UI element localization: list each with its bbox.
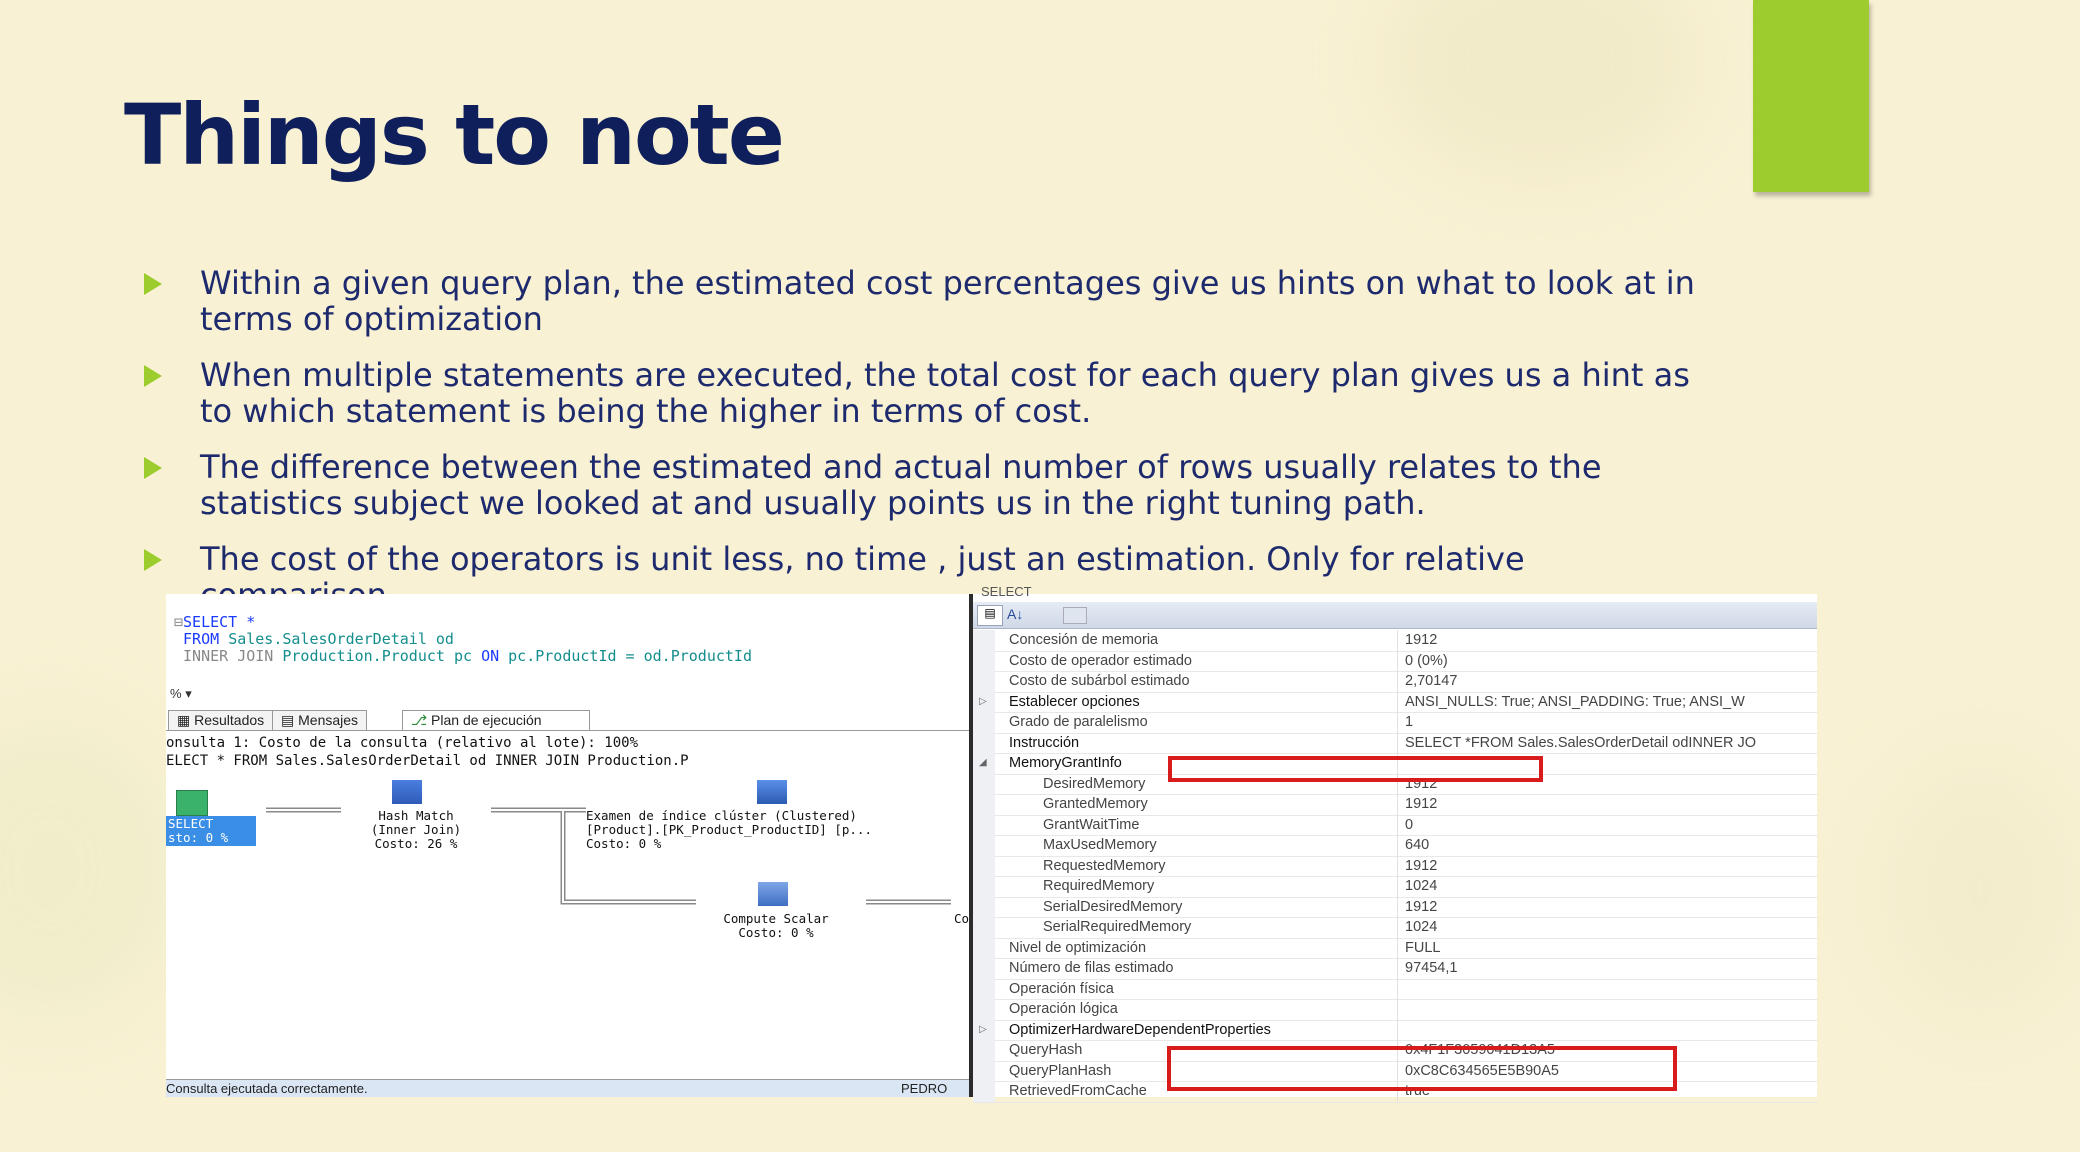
property-row[interactable]: [973, 856, 1817, 878]
collapse-arrow-icon[interactable]: ◢: [979, 757, 987, 768]
property-name: Instrucción: [1009, 734, 1080, 751]
expand-arrow-icon[interactable]: ▷: [979, 1023, 987, 1035]
expand-arrow-icon[interactable]: ▷: [979, 695, 987, 707]
property-name: MaxUsedMemory: [1043, 837, 1157, 853]
chevron-down-icon: ▾: [185, 686, 192, 701]
property-row[interactable]: [973, 671, 1817, 693]
column-separator: [1397, 999, 1398, 1020]
column-separator: [1397, 876, 1398, 897]
accent-bar: [1753, 0, 1869, 192]
tab-resultados[interactable]: [168, 710, 273, 730]
property-name: DesiredMemory: [1043, 775, 1146, 792]
property-name: SerialDesiredMemory: [1043, 898, 1183, 915]
property-name: GrantWaitTime: [1043, 816, 1140, 833]
column-separator: [1397, 979, 1398, 1000]
row-gutter: [973, 1081, 995, 1102]
property-row[interactable]: [973, 651, 1817, 673]
messages-icon: ▤: [281, 712, 299, 728]
column-separator: [1397, 897, 1398, 918]
property-name: Establecer opciones: [1009, 693, 1140, 710]
property-row[interactable]: [973, 999, 1817, 1021]
background-blob: [1880, 760, 2080, 1020]
column-separator: [1397, 938, 1398, 959]
property-name: Costo de subárbol estimado: [1009, 673, 1190, 689]
compute-scalar-label[interactable]: Compute Scalar Costo: 0 %: [723, 911, 829, 940]
column-separator: [1397, 692, 1398, 713]
property-value: 1912: [1405, 898, 1438, 915]
column-separator: [1397, 733, 1398, 754]
property-value: 0 (0%): [1405, 652, 1448, 669]
embedded-screenshot: [166, 584, 1817, 1099]
property-name: QueryPlanHash: [1009, 1062, 1112, 1079]
row-gutter: [973, 979, 995, 1000]
select-operator-icon[interactable]: [176, 790, 208, 816]
sql-select: SELECT *: [183, 613, 256, 631]
row-gutter: [973, 999, 995, 1020]
row-gutter: [973, 774, 995, 795]
highlight-queryhash: [1167, 1046, 1677, 1091]
bullet-text: When multiple statements are executed, the total cost for each query plan gives us a hint as to which statement is being the higher in terms of cost.: [200, 356, 1690, 430]
property-row[interactable]: [973, 1020, 1817, 1042]
property-row[interactable]: [973, 815, 1817, 837]
row-gutter: [973, 1061, 995, 1082]
truncated-operator-label: Co: [954, 911, 970, 926]
triangle-bullet-icon: [144, 549, 162, 571]
property-name: Operación lógica: [1009, 1001, 1118, 1017]
property-row[interactable]: [973, 835, 1817, 857]
property-value: 0x4F1F3059041D13A5: [1405, 1042, 1555, 1058]
collapse-icon: ⊟: [174, 613, 184, 631]
tab-plan-de-ejecucion[interactable]: [402, 710, 590, 730]
zoom-dropdown[interactable]: [170, 686, 192, 702]
property-name: MemoryGrantInfo: [1009, 755, 1122, 771]
select-operator-label[interactable]: SELECT sto: 0 %: [166, 816, 256, 846]
tab-label: Resultados: [194, 712, 265, 728]
property-name: RetrievedFromCache: [1009, 1083, 1147, 1099]
background-blob: [1380, 0, 1700, 180]
sql-on-keyword: ON: [481, 647, 500, 665]
property-name: Grado de paralelismo: [1009, 714, 1148, 730]
sql-join-keyword: INNER JOIN: [183, 647, 274, 665]
clustered-index-scan-icon[interactable]: [757, 780, 787, 804]
property-value: SELECT *FROM Sales.SalesOrderDetail odINNER JO: [1405, 734, 1757, 751]
property-value: 1912: [1405, 775, 1438, 792]
column-separator: [1397, 815, 1398, 836]
tab-label: Plan de ejecución: [431, 712, 542, 728]
property-value: 1: [1405, 714, 1414, 730]
sql-from-keyword: FROM: [183, 630, 220, 648]
property-row[interactable]: [973, 958, 1817, 980]
sql-on-condition: pc.ProductId = od.ProductId: [508, 647, 752, 665]
ssms-query-pane: [166, 594, 973, 1097]
property-pages-icon[interactable]: [1063, 607, 1087, 624]
status-server: PEDRO: [901, 1081, 948, 1096]
property-value: true: [1405, 1083, 1430, 1099]
row-gutter: [973, 958, 995, 979]
property-name: Operación física: [1009, 980, 1114, 997]
property-value: 0: [1405, 816, 1414, 833]
background-blob: [0, 720, 180, 1020]
categorized-icon[interactable]: ▤: [977, 605, 1003, 626]
properties-toolbar: [973, 602, 1817, 629]
row-gutter: [973, 876, 995, 897]
tab-label: Mensajes: [298, 712, 359, 728]
plan-icon: ⎇: [411, 712, 432, 728]
property-value: 1912: [1405, 632, 1438, 648]
row-gutter: [973, 712, 995, 733]
highlight-memorygrantinfo: [1168, 756, 1543, 782]
triangle-bullet-icon: [144, 457, 162, 479]
property-value: 97454,1: [1405, 960, 1458, 976]
bullet-item: [140, 449, 1700, 521]
property-name: SerialRequiredMemory: [1043, 919, 1192, 935]
triangle-bullet-icon: [144, 273, 162, 295]
property-row[interactable]: [973, 917, 1817, 939]
property-row[interactable]: [973, 630, 1817, 652]
compute-scalar-icon[interactable]: [758, 882, 788, 906]
bullet-list: [140, 265, 1700, 633]
property-value: 2,70147: [1405, 673, 1458, 689]
row-gutter: [973, 917, 995, 938]
row-gutter: [973, 630, 995, 651]
row-gutter: [973, 835, 995, 856]
row-gutter: [973, 794, 995, 815]
column-separator: [1397, 671, 1398, 692]
property-row[interactable]: [973, 794, 1817, 816]
status-bar: [166, 1079, 969, 1097]
property-row[interactable]: [973, 876, 1817, 898]
plan-header: [166, 734, 689, 770]
hash-match-label[interactable]: Hash Match (Inner Join) Costo: 26 %: [370, 808, 462, 851]
column-separator: [1397, 651, 1398, 672]
tab-mensajes[interactable]: [272, 710, 367, 730]
plan-query-line: ELECT * FROM Sales.SalesOrderDetail od INNER JOIN Production.P: [166, 753, 689, 769]
result-tabs: [166, 708, 969, 731]
property-name: Costo de operador estimado: [1009, 652, 1192, 669]
row-gutter: [973, 733, 995, 754]
column-separator: [1397, 712, 1398, 733]
grid-icon: ▦: [177, 712, 195, 728]
property-value: ANSI_NULLS: True; ANSI_PADDING: True; ANSI_W: [1405, 693, 1745, 710]
column-separator: [1397, 856, 1398, 877]
clustered-index-scan-label[interactable]: Examen de índice clúster (Clustered) [Product].[PK_Product_ProductID] [p... Costo: 0 %: [586, 808, 872, 851]
column-separator: [1397, 630, 1398, 651]
property-value: 640: [1405, 837, 1430, 853]
bullet-text: Within a given query plan, the estimated cost percentages give us hints on what to look at in terms of optimization: [200, 264, 1695, 338]
property-row[interactable]: [973, 692, 1817, 714]
property-name: Concesión de memoria: [1009, 632, 1159, 648]
property-name: RequestedMemory: [1043, 857, 1166, 874]
property-name: QueryHash: [1009, 1042, 1083, 1058]
column-separator: [1397, 917, 1398, 938]
property-row[interactable]: [973, 712, 1817, 734]
property-name: RequiredMemory: [1043, 878, 1155, 894]
properties-grid: [973, 630, 1817, 1097]
bullet-item: [140, 265, 1700, 337]
sql-editor: [174, 614, 752, 665]
sql-from-object: Sales.SalesOrderDetail od: [228, 630, 454, 648]
property-value: FULL: [1405, 939, 1441, 956]
triangle-bullet-icon: [144, 365, 162, 387]
properties-pane: [973, 584, 1817, 1099]
property-row[interactable]: [973, 733, 1817, 755]
property-name: OptimizerHardwareDependentProperties: [1009, 1021, 1271, 1038]
row-gutter: [973, 856, 995, 877]
sql-join-object: Production.Product pc: [282, 647, 473, 665]
properties-header: SELECT: [981, 584, 1032, 599]
row-gutter: [973, 1040, 995, 1061]
slide-title: Things to note: [124, 86, 783, 184]
property-row[interactable]: [973, 897, 1817, 919]
row-gutter: [973, 938, 995, 959]
property-value: 1024: [1405, 919, 1438, 935]
column-separator: [1397, 835, 1398, 856]
row-gutter: [973, 897, 995, 918]
property-value: 1912: [1405, 857, 1438, 874]
column-separator: [1397, 958, 1398, 979]
property-value: 1912: [1405, 796, 1438, 812]
status-message: Consulta ejecutada correctamente.: [166, 1081, 368, 1096]
row-gutter: [973, 651, 995, 672]
column-separator: [1397, 1020, 1398, 1041]
property-row[interactable]: [973, 938, 1817, 960]
sort-alphabetical-icon[interactable]: A↓: [1007, 606, 1024, 622]
zoom-label: %: [170, 686, 182, 701]
hash-match-icon[interactable]: [392, 780, 422, 804]
property-name: GrantedMemory: [1043, 796, 1148, 812]
property-row[interactable]: [973, 979, 1817, 1001]
bullet-text: The cost of the operators is unit less, no time , just an estimation. Only for relative: [200, 540, 1525, 578]
bullet-item: [140, 357, 1700, 429]
row-gutter: [973, 815, 995, 836]
bullet-text: The difference between the estimated and actual number of rows usually relates to the statistics subject we looked at and usually points us in the right tuning path.: [200, 448, 1602, 522]
row-gutter: [973, 671, 995, 692]
property-name: Nivel de optimización: [1009, 939, 1147, 956]
plan-cost-line: onsulta 1: Costo de la consulta (relativo al lote): 100%: [166, 735, 639, 751]
property-name: Número de filas estimado: [1009, 960, 1174, 976]
property-value: 1024: [1405, 878, 1438, 894]
property-value: 0xC8C634565E5B90A5: [1405, 1062, 1559, 1079]
column-separator: [1397, 794, 1398, 815]
